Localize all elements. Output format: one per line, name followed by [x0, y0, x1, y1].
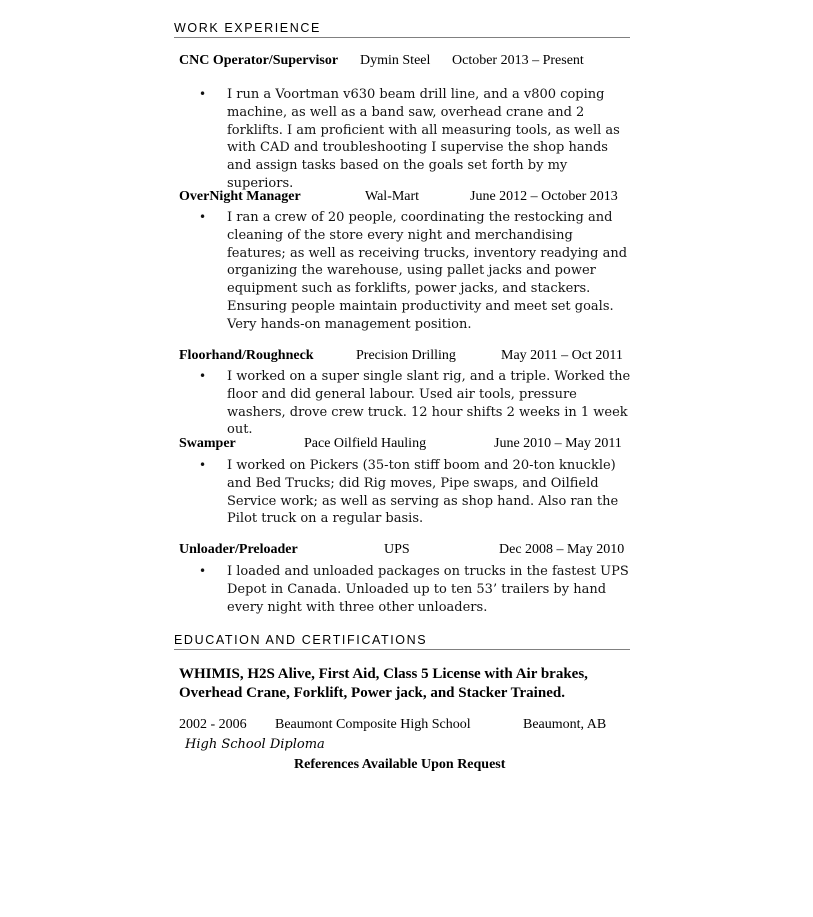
job-bullet: [199, 209, 631, 334]
job-title: CNC Operator/Supervisor: [179, 53, 339, 68]
bullet-icon: •: [199, 458, 207, 472]
education-years: 2002 - 2006: [179, 717, 247, 732]
school-name: Beaumont Composite High School: [275, 717, 471, 732]
bullet-icon: •: [199, 87, 207, 101]
job-header: [179, 188, 631, 206]
job-dates: May 2011 – Oct 2011: [501, 348, 623, 363]
certifications: WHIMIS, H2S Alive, First Aid, Class 5 License with Air brakes, Overhead Crane, Forklift, Power jack, and Stacker Trained.: [179, 666, 588, 701]
job-employer: Pace Oilfield Hauling: [304, 436, 427, 451]
education-heading: EDUCATION AND CERTIFICATIONS: [174, 633, 630, 650]
job-title: Floorhand/Roughneck: [179, 348, 314, 363]
job-header: [179, 52, 631, 70]
job-dates: October 2013 – Present: [452, 53, 584, 68]
job-description: I run a Voortman v630 beam drill line, and a v800 coping machine, as well as a band saw, overhead crane and 2 forklifts. I am proficient with all measuring tools, as well as with CAD and troubleshooting I supervise the shop hands and assign tasks based on the goals set forth by my superiors.: [227, 87, 620, 191]
job-employer: Precision Drilling: [356, 348, 456, 363]
job-header: [179, 435, 631, 453]
bullet-icon: •: [199, 210, 207, 224]
job-dates: June 2012 – October 2013: [470, 189, 618, 204]
job-title: Swamper: [179, 436, 236, 451]
job-header: [179, 347, 631, 365]
job-description: I ran a crew of 20 people, coordinating the restocking and cleaning of the store every night and merchandising features; as well as receiving trucks, inventory readying and organizing the warehouse, using pallet jacks and power equipment such as forklifts, power jacks, and stackers. Ensuring people maintain productivity and meet set goals. Very hands-on management position.: [227, 210, 628, 332]
job-description: I worked on a super single slant rig, and a triple. Worked the floor and did general labour. Used air tools, pressure washers, drove crew truck. 12 hour shifts 2 weeks in 1 week out.: [227, 369, 631, 438]
bullet-icon: •: [199, 369, 207, 383]
work-experience-heading: WORK EXPERIENCE: [174, 21, 630, 38]
job-description: I worked on Pickers (35-ton stiff boom and 20-ton knuckle) and Bed Trucks; did Rig moves, Pipe swaps, and Oilfield Service work; as well as serving as shop hand. Also ran the Pilot truck on a regular basis.: [227, 458, 619, 527]
references-note: References Available Upon Request: [294, 757, 506, 772]
job-employer: Dymin Steel: [360, 53, 431, 68]
job-title: OverNight Manager: [179, 189, 301, 204]
job-title: Unloader/Preloader: [179, 542, 298, 557]
education-row: [179, 716, 631, 734]
job-description: I loaded and unloaded packages on trucks in the fastest UPS Depot in Canada. Unloaded up to ten 53’ trailers by hand every night with three other unloaders.: [227, 564, 629, 615]
school-location: Beaumont, AB: [523, 717, 607, 732]
job-employer: Wal-Mart: [365, 189, 420, 204]
bullet-icon: •: [199, 564, 207, 578]
job-bullet: [199, 563, 631, 616]
job-dates: June 2010 – May 2011: [494, 436, 622, 451]
job-bullet: [199, 368, 631, 439]
job-header: [179, 541, 631, 559]
job-employer: UPS: [384, 542, 410, 557]
job-bullet: [199, 86, 631, 193]
job-dates: Dec 2008 – May 2010: [499, 542, 625, 557]
diploma: High School Diploma: [185, 737, 325, 752]
job-bullet: [199, 457, 631, 528]
